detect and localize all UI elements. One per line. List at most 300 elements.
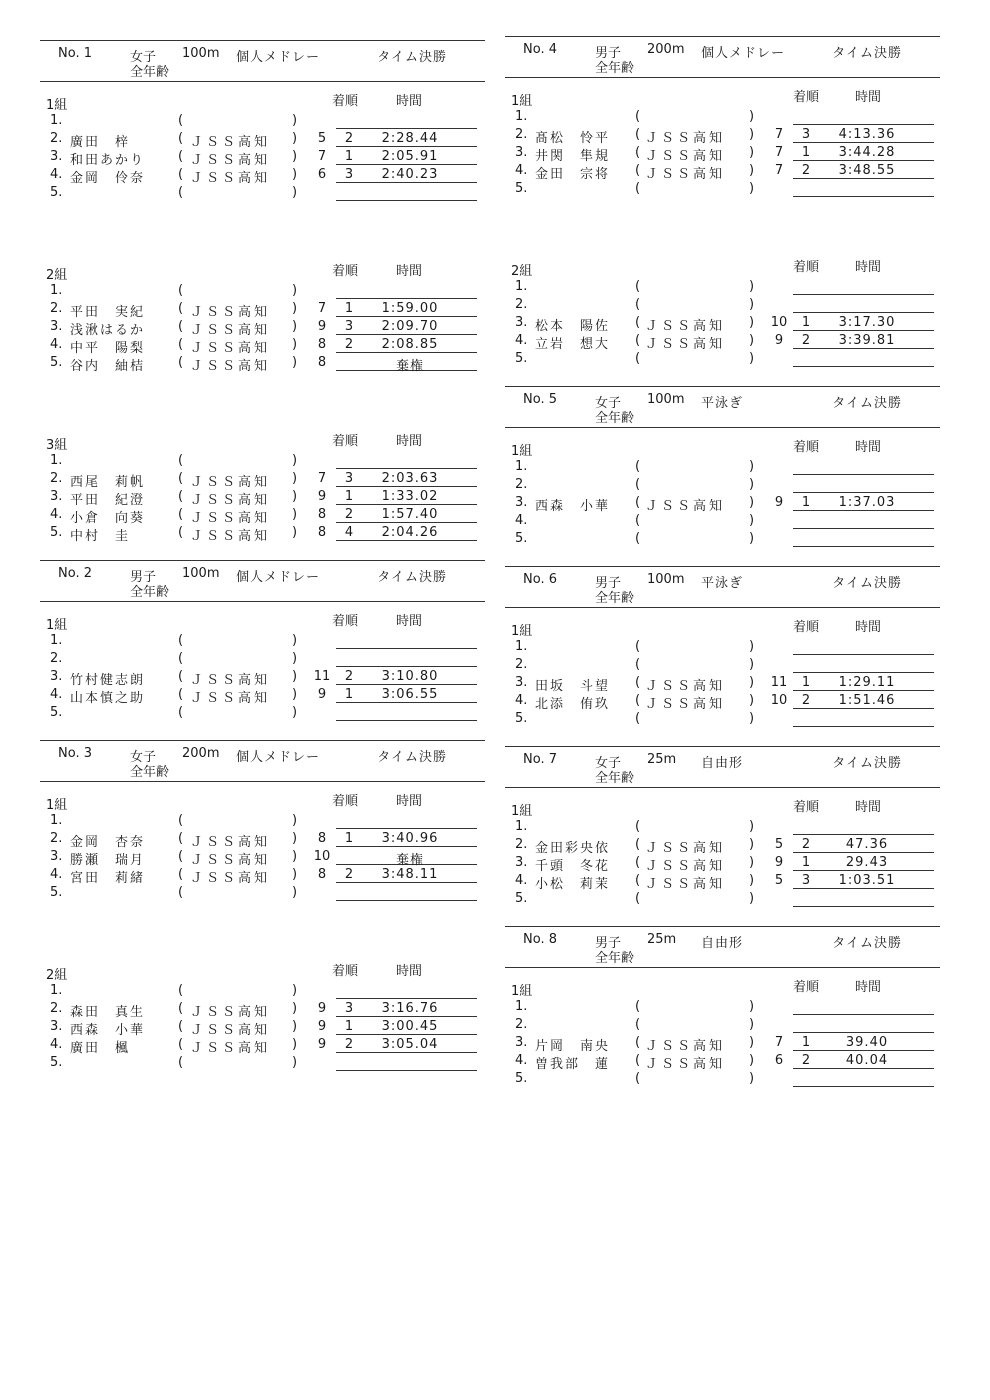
club-open-paren: ( (178, 1019, 184, 1034)
result-underline (336, 504, 477, 505)
club-name: ＪＳＳ高知 (645, 167, 726, 182)
lane-number: 2. (50, 831, 63, 846)
lane-row (40, 354, 485, 372)
result-underline (793, 366, 934, 367)
result-underline (793, 294, 934, 295)
swimmer-age: 8 (317, 867, 327, 882)
lane-list (40, 982, 485, 1072)
time-value: 3:48.55 (838, 163, 896, 178)
swimmer-age: 10 (313, 849, 331, 864)
placing-value: 2 (801, 837, 811, 852)
lane-number: 4. (515, 333, 528, 348)
lane-number: 5. (50, 705, 63, 720)
swimmer-age: 5 (774, 873, 784, 888)
event-header (40, 560, 485, 602)
result-underline (336, 298, 477, 299)
heat-label: 3組 (46, 438, 68, 453)
club-open-paren: ( (635, 315, 641, 330)
placing-value: 3 (801, 127, 811, 142)
event-sex: 男子 (595, 576, 622, 591)
time-value: 棄権 (395, 359, 424, 374)
club-open-paren: ( (178, 185, 184, 200)
club-close-paren: ) (292, 131, 298, 146)
swimmer-age: 8 (317, 355, 327, 370)
lane-number: 3. (515, 145, 528, 160)
club-name: ＪＳＳ高知 (645, 499, 726, 514)
result-underline (336, 182, 477, 183)
placing-value: 2 (344, 669, 354, 684)
swimmer-name: 宮田 莉緒 (70, 871, 146, 886)
placing-value: 2 (801, 333, 811, 348)
club-open-paren: ( (635, 855, 641, 870)
swimmer-name: 廣田 梓 (70, 135, 131, 150)
club-open-paren: ( (635, 333, 641, 348)
placing-value: 2 (344, 131, 354, 146)
time-value: 3:16.76 (381, 1001, 439, 1016)
club-open-paren: ( (635, 495, 641, 510)
swimmer-age: 9 (317, 1037, 327, 1052)
club-name: ＪＳＳ高知 (190, 305, 271, 320)
swimmer-age: 9 (317, 489, 327, 504)
lane-number: 3. (50, 149, 63, 164)
club-close-paren: ) (292, 525, 298, 540)
club-name: ＪＳＳ高知 (645, 859, 726, 874)
lane-row (40, 812, 485, 830)
result-underline (336, 522, 477, 523)
club-name: ＪＳＳ高知 (645, 337, 726, 352)
club-name: ＪＳＳ高知 (190, 135, 271, 150)
time-value: 29.43 (845, 855, 889, 870)
event-distance: 200m (647, 42, 685, 57)
placing-value: 3 (344, 471, 354, 486)
lane-number: 1. (515, 999, 528, 1014)
lane-row (505, 108, 940, 126)
placing-header: 着順 (793, 800, 820, 815)
event-header (505, 566, 940, 608)
heat-label: 1組 (46, 98, 68, 113)
lane-number: 4. (515, 163, 528, 178)
result-underline (336, 486, 477, 487)
lane-row (505, 530, 940, 548)
heat-group (505, 616, 940, 728)
time-header: 時間 (855, 260, 882, 275)
lane-number: 5. (515, 181, 528, 196)
lane-row (505, 180, 940, 198)
club-close-paren: ) (749, 855, 755, 870)
event-age-class: 全年齢 (595, 771, 635, 786)
event-age-class: 全年齢 (595, 591, 635, 606)
club-close-paren: ) (292, 813, 298, 828)
swimmer-name: 金岡 杏奈 (70, 835, 146, 850)
heat-header (40, 790, 485, 813)
club-close-paren: ) (292, 633, 298, 648)
club-name: ＪＳＳ高知 (190, 323, 271, 338)
lane-row (40, 704, 485, 722)
placing-value: 2 (801, 163, 811, 178)
swimmer-name: 竹村健志朗 (70, 673, 146, 688)
club-close-paren: ) (292, 453, 298, 468)
event-stroke: 平泳ぎ (701, 396, 744, 411)
lane-number: 5. (50, 885, 63, 900)
club-open-paren: ( (178, 705, 184, 720)
result-underline (793, 510, 934, 511)
placing-value: 4 (344, 525, 354, 540)
event-age-class: 全年齢 (595, 951, 635, 966)
club-name: ＪＳＳ高知 (190, 673, 271, 688)
result-underline (793, 690, 934, 691)
placing-header: 着順 (793, 90, 820, 105)
lane-row (505, 836, 940, 854)
result-underline (793, 870, 934, 871)
heat-label: 1組 (511, 984, 533, 999)
club-close-paren: ) (749, 333, 755, 348)
heat-header (40, 610, 485, 633)
club-name: ＪＳＳ高知 (190, 359, 271, 374)
lane-row (505, 1034, 940, 1052)
lane-row (40, 452, 485, 470)
lane-number: 5. (50, 1055, 63, 1070)
club-close-paren: ) (749, 693, 755, 708)
club-close-paren: ) (292, 1037, 298, 1052)
heat-list (505, 436, 940, 548)
placing-value: 1 (801, 495, 811, 510)
club-open-paren: ( (635, 1017, 641, 1032)
club-open-paren: ( (178, 355, 184, 370)
time-value: 1:51.46 (838, 693, 896, 708)
club-name: ＪＳＳ高知 (190, 1023, 271, 1038)
swimmer-age: 7 (774, 163, 784, 178)
club-close-paren: ) (292, 1055, 298, 1070)
event-sex: 男子 (595, 936, 622, 951)
club-open-paren: ( (635, 891, 641, 906)
club-open-paren: ( (178, 283, 184, 298)
club-name: ＪＳＳ高知 (190, 511, 271, 526)
club-open-paren: ( (635, 531, 641, 546)
time-value: 3:10.80 (381, 669, 439, 684)
placing-value: 2 (344, 507, 354, 522)
lane-row (505, 818, 940, 836)
lane-list (505, 278, 940, 368)
lane-number: 3. (50, 489, 63, 504)
result-underline (793, 834, 934, 835)
heat-group (40, 90, 485, 202)
swimmer-age: 6 (317, 167, 327, 182)
event-type: タイム決勝 (832, 576, 902, 591)
event-sex: 女子 (130, 750, 157, 765)
lane-number: 5. (50, 355, 63, 370)
lane-row (505, 854, 940, 872)
event-distance: 100m (182, 46, 220, 61)
lane-number: 2. (50, 131, 63, 146)
event-sex: 女子 (595, 396, 622, 411)
result-underline (336, 468, 477, 469)
time-header: 時間 (396, 794, 423, 809)
heat-group (505, 86, 940, 198)
club-close-paren: ) (749, 1035, 755, 1050)
time-value: 1:37.03 (838, 495, 896, 510)
lane-row (505, 332, 940, 350)
event-type: タイム決勝 (377, 750, 447, 765)
result-underline (336, 200, 477, 201)
placing-value: 1 (344, 831, 354, 846)
lane-number: 1. (50, 283, 63, 298)
club-close-paren: ) (292, 489, 298, 504)
result-underline (793, 160, 934, 161)
time-value: 3:06.55 (381, 687, 439, 702)
heat-label: 1組 (511, 94, 533, 109)
time-value: 3:17.30 (838, 315, 896, 330)
club-close-paren: ) (292, 885, 298, 900)
result-underline (336, 1052, 477, 1053)
lane-row (40, 632, 485, 650)
lane-number: 2. (515, 127, 528, 142)
event-block (505, 926, 940, 1088)
club-open-paren: ( (635, 693, 641, 708)
event-type: タイム決勝 (377, 50, 447, 65)
result-underline (793, 726, 934, 727)
club-close-paren: ) (749, 675, 755, 690)
lane-row (505, 674, 940, 692)
lane-number: 4. (515, 873, 528, 888)
club-close-paren: ) (749, 711, 755, 726)
lane-number: 2. (515, 297, 528, 312)
swimmer-age: 8 (317, 337, 327, 352)
event-number: No. 6 (523, 572, 557, 587)
lane-row (505, 872, 940, 890)
heat-header (40, 430, 485, 453)
club-close-paren: ) (749, 657, 755, 672)
club-close-paren: ) (292, 983, 298, 998)
event-stroke: 平泳ぎ (701, 576, 744, 591)
lane-number: 4. (50, 687, 63, 702)
lane-number: 4. (50, 1037, 63, 1052)
club-name: ＪＳＳ高知 (645, 1057, 726, 1072)
time-header: 時間 (855, 620, 882, 635)
placing-header: 着順 (332, 434, 359, 449)
lane-row (505, 710, 940, 728)
club-open-paren: ( (635, 127, 641, 142)
lane-row (40, 506, 485, 524)
club-name: ＪＳＳ高知 (190, 529, 271, 544)
lane-row (505, 458, 940, 476)
club-close-paren: ) (749, 819, 755, 834)
swimmer-age: 7 (317, 149, 327, 164)
event-distance: 25m (647, 752, 677, 767)
lane-number: 1. (515, 459, 528, 474)
club-name: ＪＳＳ高知 (645, 1039, 726, 1054)
event-distance: 100m (182, 566, 220, 581)
time-value: 1:57.40 (381, 507, 439, 522)
club-close-paren: ) (749, 639, 755, 654)
time-header: 時間 (855, 440, 882, 455)
lane-list (40, 112, 485, 202)
event-block (505, 386, 940, 548)
result-underline (793, 1014, 934, 1015)
club-open-paren: ( (635, 477, 641, 492)
club-close-paren: ) (292, 355, 298, 370)
result-underline (793, 312, 934, 313)
event-number: No. 8 (523, 932, 557, 947)
club-open-paren: ( (635, 675, 641, 690)
lane-row (40, 488, 485, 506)
time-header: 時間 (855, 980, 882, 995)
time-value: 3:39.81 (838, 333, 896, 348)
result-underline (793, 124, 934, 125)
swimmer-name: 平田 実紀 (70, 305, 146, 320)
swimmer-name: 小倉 向葵 (70, 511, 146, 526)
lane-row (505, 162, 940, 180)
result-underline (336, 128, 477, 129)
club-open-paren: ( (635, 181, 641, 196)
heat-list (40, 610, 485, 722)
event-block (505, 566, 940, 728)
event-type: タイム決勝 (832, 396, 902, 411)
club-open-paren: ( (178, 471, 184, 486)
left-column (40, 40, 485, 1072)
club-close-paren: ) (292, 1019, 298, 1034)
club-name: ＪＳＳ高知 (190, 835, 271, 850)
event-age-class: 全年齢 (595, 61, 635, 76)
club-close-paren: ) (292, 167, 298, 182)
lane-list (505, 818, 940, 908)
lane-number: 4. (50, 337, 63, 352)
club-close-paren: ) (292, 319, 298, 334)
lane-list (505, 998, 940, 1088)
event-block (40, 40, 485, 542)
swimmer-age: 11 (770, 675, 788, 690)
lane-number: 1. (50, 113, 63, 128)
heat-group (40, 610, 485, 722)
result-underline (336, 1070, 477, 1071)
club-close-paren: ) (292, 849, 298, 864)
swimmer-age: 7 (774, 1035, 784, 1050)
result-underline (336, 998, 477, 999)
club-close-paren: ) (749, 837, 755, 852)
event-header (505, 386, 940, 428)
lane-row (40, 982, 485, 1000)
result-underline (793, 178, 934, 179)
club-open-paren: ( (178, 1037, 184, 1052)
placing-header: 着順 (793, 620, 820, 635)
event-stroke: 個人メドレー (701, 46, 786, 61)
lane-number: 2. (50, 471, 63, 486)
lane-number: 2. (515, 657, 528, 672)
time-value: 2:04.26 (381, 525, 439, 540)
lane-row (505, 278, 940, 296)
club-open-paren: ( (635, 711, 641, 726)
lane-list (40, 632, 485, 722)
event-header (40, 740, 485, 782)
lane-row (505, 350, 940, 368)
club-close-paren: ) (749, 999, 755, 1014)
club-name: ＪＳＳ高知 (190, 493, 271, 508)
club-open-paren: ( (635, 109, 641, 124)
event-sex: 女子 (130, 50, 157, 65)
heat-label: 2組 (46, 968, 68, 983)
swimmer-age: 10 (770, 315, 788, 330)
result-underline (336, 900, 477, 901)
placing-value: 2 (801, 1053, 811, 1068)
time-value: 4:13.36 (838, 127, 896, 142)
lane-row (40, 148, 485, 166)
event-type: タイム決勝 (832, 46, 902, 61)
heat-label: 1組 (511, 444, 533, 459)
lane-number: 4. (515, 513, 528, 528)
club-name: ＪＳＳ高知 (645, 697, 726, 712)
swimmer-name: 金田 宗将 (535, 167, 611, 182)
club-open-paren: ( (178, 337, 184, 352)
swimmer-name: 森田 真生 (70, 1005, 146, 1020)
club-close-paren: ) (292, 113, 298, 128)
lane-row (40, 300, 485, 318)
club-open-paren: ( (178, 507, 184, 522)
result-underline (336, 164, 477, 165)
club-open-paren: ( (178, 983, 184, 998)
lane-row (505, 1016, 940, 1034)
lane-number: 4. (515, 693, 528, 708)
lane-row (40, 1000, 485, 1018)
heat-group (505, 436, 940, 548)
lane-list (505, 458, 940, 548)
heat-list (505, 796, 940, 908)
swimmer-name: 中村 圭 (70, 529, 131, 544)
swimmer-name: 勝瀬 瑞月 (70, 853, 146, 868)
swimmer-name: 金田彩央依 (535, 841, 611, 856)
time-value: 2:03.63 (381, 471, 439, 486)
heat-header (505, 436, 940, 459)
lane-row (40, 1018, 485, 1036)
club-name: ＪＳＳ高知 (190, 1041, 271, 1056)
time-value: 2:08.85 (381, 337, 439, 352)
heat-header (40, 260, 485, 283)
club-close-paren: ) (292, 687, 298, 702)
club-name: ＪＳＳ高知 (190, 1005, 271, 1020)
lane-row (40, 884, 485, 902)
lane-number: 5. (515, 531, 528, 546)
club-close-paren: ) (292, 507, 298, 522)
club-close-paren: ) (749, 531, 755, 546)
time-value: 棄権 (395, 853, 424, 868)
club-open-paren: ( (178, 651, 184, 666)
time-header: 時間 (396, 964, 423, 979)
lane-row (40, 184, 485, 202)
result-underline (336, 334, 477, 335)
club-close-paren: ) (749, 163, 755, 178)
swimmer-name: 西尾 莉帆 (70, 475, 146, 490)
lane-row (40, 1054, 485, 1072)
placing-header: 着順 (332, 794, 359, 809)
club-close-paren: ) (749, 873, 755, 888)
event-number: No. 3 (58, 746, 92, 761)
result-underline (793, 492, 934, 493)
event-stroke: 自由形 (701, 936, 744, 951)
heat-group (505, 976, 940, 1088)
lane-number: 2. (515, 477, 528, 492)
club-close-paren: ) (292, 705, 298, 720)
heat-label: 1組 (46, 618, 68, 633)
club-open-paren: ( (178, 831, 184, 846)
club-close-paren: ) (292, 337, 298, 352)
time-value: 2:09.70 (381, 319, 439, 334)
result-underline (336, 648, 477, 649)
result-underline (336, 846, 477, 847)
placing-value: 1 (801, 145, 811, 160)
heat-header (40, 960, 485, 983)
time-value: 3:40.96 (381, 831, 439, 846)
heat-list (505, 86, 940, 368)
event-distance: 200m (182, 746, 220, 761)
club-name: ＪＳＳ高知 (645, 679, 726, 694)
